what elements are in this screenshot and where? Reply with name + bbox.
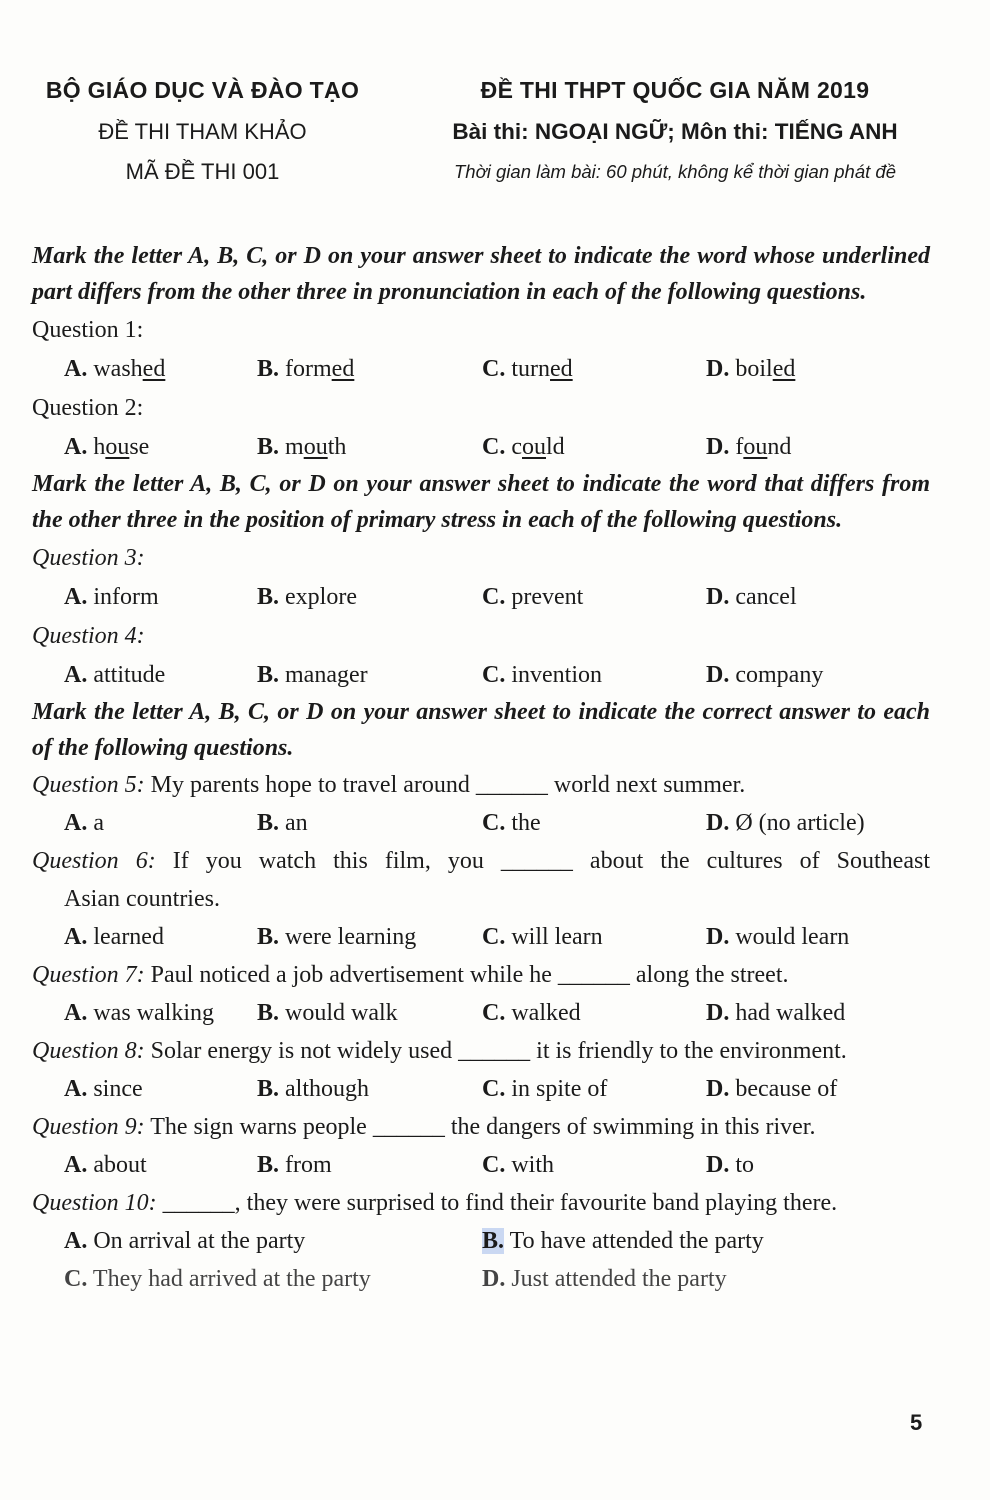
- exam-code: MÃ ĐỀ THI 001: [125, 159, 280, 184]
- q8-option-b[interactable]: B. although: [257, 1076, 370, 1102]
- question-1-options: [32, 350, 930, 388]
- question-10-stem: Question 10: ______, they were surprised to find their favourite band playing there.: [32, 1190, 838, 1216]
- question-4-options: [32, 656, 930, 694]
- q1-option-b[interactable]: B. formed: [257, 356, 355, 382]
- exam-duration: Thời gian làm bài: 60 phút, không kể thời gian phát đề: [454, 161, 896, 182]
- q7-option-c[interactable]: C. walked: [482, 1000, 581, 1026]
- question-6-options: [32, 918, 930, 956]
- question-5-stem: Question 5: My parents hope to travel around ______ world next summer.: [32, 772, 746, 798]
- q6-option-b[interactable]: B. were learning: [257, 924, 417, 950]
- q10-option-a[interactable]: A. On arrival at the party: [64, 1228, 306, 1254]
- header-right: [410, 76, 940, 185]
- header-left: [30, 76, 375, 186]
- q2-option-d[interactable]: D. found: [706, 434, 792, 460]
- exam-content: [32, 238, 930, 1298]
- q1-option-d[interactable]: D. boiled: [706, 356, 796, 382]
- q4-option-a[interactable]: A. attitude: [64, 662, 166, 688]
- section1-instruction: Mark the letter A, B, C, or D on your answer sheet to indicate the word whose underlined part differs from the other three in pronunciation in each of the following questions.: [32, 243, 930, 305]
- section3-instruction: Mark the letter A, B, C, or D on your answer sheet to indicate the correct answer to each of the following questions.: [32, 699, 930, 761]
- q3-option-c[interactable]: C. prevent: [482, 584, 584, 610]
- exam-type: ĐỀ THI THAM KHẢO: [98, 119, 307, 144]
- q1-option-a[interactable]: A. washed: [64, 356, 166, 382]
- q7-option-a[interactable]: A. was walking: [64, 1000, 214, 1026]
- question-10-options-row2: [32, 1260, 930, 1298]
- q5-option-b[interactable]: B. an: [257, 810, 308, 836]
- q9-option-b[interactable]: B. from: [257, 1152, 332, 1178]
- q9-option-d[interactable]: D. to: [706, 1152, 755, 1178]
- question-10-options-row1: [32, 1222, 930, 1260]
- q8-option-a[interactable]: A. since: [64, 1076, 143, 1102]
- q8-option-c[interactable]: C. in spite of: [482, 1076, 608, 1102]
- ministry-name: BỘ GIÁO DỤC VÀ ĐÀO TẠO: [45, 77, 360, 103]
- q2-option-a[interactable]: A. house: [64, 434, 150, 460]
- q6-option-a[interactable]: A. learned: [64, 924, 164, 950]
- q4-option-b[interactable]: B. manager: [257, 662, 368, 688]
- q5-option-d[interactable]: D. Ø (no article): [706, 810, 865, 836]
- q1-option-c[interactable]: C. turned: [482, 356, 573, 382]
- q7-option-b[interactable]: B. would walk: [257, 1000, 398, 1026]
- q4-option-d[interactable]: D. company: [706, 662, 824, 688]
- section2-instruction: Mark the letter A, B, C, or D on your answer sheet to indicate the word that differs from the other three in the position of primary stress in each of the following questions.: [32, 471, 930, 533]
- q9-option-c[interactable]: C. with: [482, 1152, 555, 1178]
- q6-option-d[interactable]: D. would learn: [706, 924, 850, 950]
- question-9-options: [32, 1146, 930, 1184]
- page-number: 5: [910, 1410, 923, 1435]
- question-4-label: Question 4:: [32, 623, 145, 649]
- q10-option-c[interactable]: C. They had arrived at the party: [64, 1266, 371, 1292]
- question-6-stem-continued: Asian countries.: [64, 886, 220, 912]
- question-2-label: Question 2:: [32, 395, 144, 421]
- q2-option-c[interactable]: C. could: [482, 434, 565, 460]
- q5-option-a[interactable]: A. a: [64, 810, 104, 836]
- q3-option-b[interactable]: B. explore: [257, 584, 357, 610]
- question-2-options: [32, 428, 930, 466]
- q9-option-a[interactable]: A. about: [64, 1152, 147, 1178]
- q7-option-d[interactable]: D. had walked: [706, 1000, 846, 1026]
- q3-option-d[interactable]: D. cancel: [706, 584, 797, 610]
- exam-subject: Bài thi: NGOẠI NGỮ; Môn thi: TIẾNG ANH: [452, 119, 898, 144]
- question-7-options: [32, 994, 930, 1032]
- q4-option-c[interactable]: C. invention: [482, 662, 602, 688]
- q8-option-d[interactable]: D. because of: [706, 1076, 838, 1102]
- q3-option-a[interactable]: A. inform: [64, 584, 159, 610]
- exam-title: ĐỀ THI THPT QUỐC GIA NĂM 2019: [480, 77, 870, 103]
- question-5-options: [32, 804, 930, 842]
- q6-option-c[interactable]: C. will learn: [482, 924, 603, 950]
- q5-option-c[interactable]: C. the: [482, 810, 541, 836]
- question-7-stem: Question 7: Paul noticed a job advertisement while he ______ along the street.: [32, 962, 789, 988]
- question-8-options: [32, 1070, 930, 1108]
- question-8-stem: Question 8: Solar energy is not widely used ______ it is friendly to the environment.: [32, 1038, 847, 1064]
- q2-option-b[interactable]: B. mouth: [257, 434, 347, 460]
- question-3-options: [32, 578, 930, 616]
- q10-option-b[interactable]: B. To have attended the party: [482, 1228, 764, 1254]
- question-6-stem: Question 6: If you watch this film, you ______ about the cultures of Southeast: [32, 848, 930, 874]
- question-3-label: Question 3:: [32, 545, 145, 571]
- question-1-label: Question 1:: [32, 317, 144, 343]
- q10-option-d[interactable]: D. Just attended the party: [482, 1266, 727, 1292]
- question-9-stem: Question 9: The sign warns people ______ the dangers of swimming in this river.: [32, 1114, 816, 1140]
